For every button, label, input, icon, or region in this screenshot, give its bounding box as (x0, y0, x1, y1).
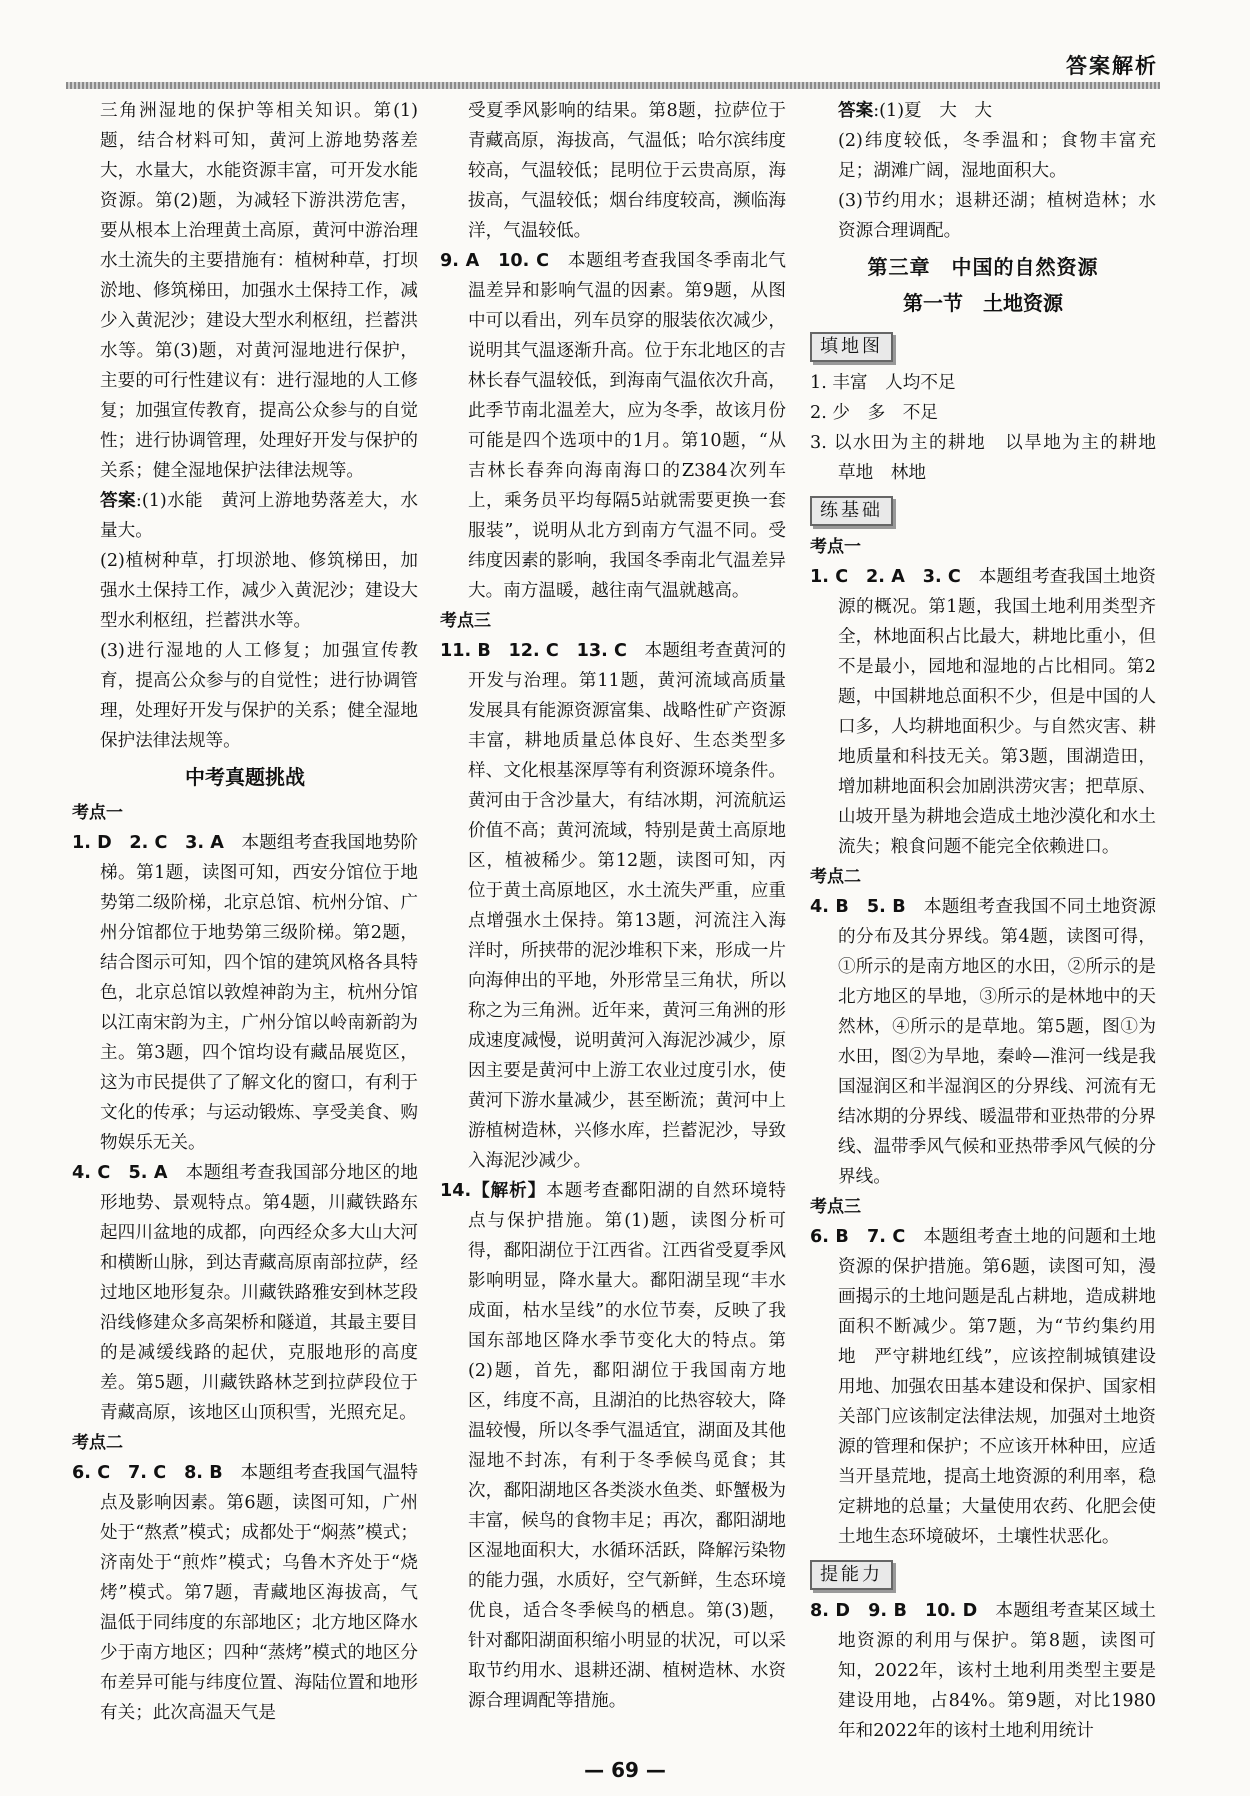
answer-line: (3)进行湿地的人工修复；加强宣传教育，提高公众参与的自觉性；进行协调管理，处理好开发与保护的关系；健全湿地保护法律法规等。 (100, 641, 418, 751)
section-title: 第一节 土地资源 (903, 291, 1063, 315)
answer-item (72, 1158, 418, 1428)
answer-keys: 4. B 5. B (810, 897, 906, 917)
answer-keys: 6. C 7. C 8. B (72, 1463, 223, 1483)
answer-keys: 1. C 2. A 3. C (810, 567, 961, 587)
answer-item (440, 636, 786, 1176)
header-title: 答案解析 (1066, 54, 1158, 78)
answer-item (810, 562, 1156, 862)
answer-line: (3)节约用水；退耕还湖；植树造林；水资源合理调配。 (838, 191, 1156, 241)
answer-item (810, 1222, 1156, 1552)
answer-text: :(1)水能 黄河上游地势落差大，水量大。 (100, 491, 418, 541)
paragraph: 三角洲湿地的保护等相关知识。第(1)题，结合材料可知，黄河上游地势落差大，水量大，水能资源丰富，可开发水能资源。第(2)题，为减轻下游洪涝危害，要从根本上治理黄土高原，黄河中游治理水土流失的主要措施有：植树种草，打坝淤地、修筑梯田，加强水土保持工作，减少入黄泥沙；建设大型水利枢纽，拦蓄洪水等。第(3)题，对黄河湿地进行保护，主要的可行性建议有：进行湿地的人工修复；加强宣传教育，提高公众参与的自觉性；进行协调管理，处理好开发与保护的关系；健全湿地保护法律法规等。 (100, 101, 418, 481)
kaodian-heading: 考点三 (810, 1197, 861, 1217)
answer-keys: 14.【解析】 (440, 1181, 547, 1201)
answer-explanation: 本题组考查黄河的开发与治理。第11题，黄河流域高质量发展具有能源资源富集、战略性矿产资源丰富，耕地质量总体良好、生态类型多样、文化根基深厚等有利资源环境条件。黄河由于含沙量大，有结冰期，河流航运价值不高；黄河流域，特别是黄土高原地区，植被稀少。第12题，读图可知，丙位于黄土高原地区，水土流失严重，应重点增强水土保持。第13题，河流注入海洋时，所挟带的泥沙堆积下来，形成一片向海伸出的平地，外形常呈三角状，所以称之为三角洲。近年来，黄河三角洲的形成速度减慢，说明黄河入海泥沙减少，原因主要是黄河中上游工农业过度引水，使黄河下游水量减少，甚至断流；黄河中上游植树造林，兴修水库，拦蓄泥沙，导致入海泥沙减少。 (468, 641, 786, 1171)
paragraph: 受夏季风影响的结果。第8题，拉萨位于青藏高原，海拔高，气温低；哈尔滨纬度较高，气温较低；昆明位于云贵高原，海拔高，气温较低；烟台纬度较高，濒临海洋，气温较低。 (468, 101, 786, 241)
chapter-title: 第三章 中国的自然资源 (867, 255, 1099, 279)
answer-keys: 1. D 2. C 3. A (72, 833, 224, 853)
answer-explanation: 本题组考查土地的问题和土地资源的保护措施。第6题，读图可知，漫画揭示的土地问题是乱占耕地，造成耕地面积不断减少。第7题，为“节约集约用地 严守耕地红线”，应该控制城镇建设用地、加强农田基本建设和保护、国家相关部门应该制定法律法规，加强对土地资源的管理和保护；不应该开林种田，应适当开垦荒地，提高土地资源的利用率，稳定耕地的总量；大量使用农药、化肥会使土地生态环境破坏，土壤性状恶化。 (838, 1227, 1156, 1547)
answer-item (72, 828, 418, 1158)
answer-item (810, 892, 1156, 1192)
answer-keys: 11. B 12. C 13. C (440, 641, 627, 661)
answer-item (440, 1176, 786, 1716)
kaodian-heading: 考点三 (440, 611, 491, 631)
fill-answer: 3. 以水田为主的耕地 以旱地为主的耕地 草地 林地 (810, 433, 1174, 483)
answer-label: 答案 (100, 491, 136, 511)
answer-label: 答案 (838, 101, 874, 121)
answer-keys: 4. C 5. A (72, 1163, 168, 1183)
answer-explanation: 本题组考查我国部分地区的地形地势、景观特点。第4题，川藏铁路东起四川盆地的成都，向西经众多大山大河和横断山脉，到达青藏高原南部拉萨，经过地区地形复杂。川藏铁路雅安到林芝段沿线修建众多高架桥和隧道，其最主要目的是减缓线路的起伏，克服地形的高度差。第5题，川藏铁路林芝到拉萨段位于青藏高原，该地区山顶积雪，光照充足。 (100, 1163, 418, 1423)
fill-answer: 2. 少 多 不足 (810, 403, 938, 423)
answer-explanation: 本题组考查我国不同土地资源的分布及其分界线。第4题，读图可得，①所示的是南方地区的水田，②所示的是北方地区的旱地，③所示的是林地中的天然林，④所示的是草地。第5题，图①为水田，图②为旱地，秦岭—淮河一线是我国湿润区和半湿润区的分界线、河流有无结冰期的分界线、暖温带和亚热带的分界线、温带季风气候和亚热带季风气候的分界线。 (838, 897, 1156, 1187)
answer-item (440, 246, 786, 606)
tag-basic-practice: 练基础 (810, 496, 893, 526)
answer-explanation: 本题组考查我国土地资源的概况。第1题，我国土地利用类型齐全，林地面积占比最大，耕地比重小，但不是最小，园地和湿地的占比相同。第2题，中国耕地总面积不少，但是中国的人口多，人均耕地面积少。与自然灾害、耕地质量和科技无关。第3题，围湖造田，增加耕地面积会加剧洪涝灾害；把草原、山坡开垦为耕地会造成土地沙漠化和水土流失；粮食问题不能完全依赖进口。 (838, 567, 1156, 857)
answer-text: :(1)夏 大 大 (873, 101, 993, 121)
column-left (72, 96, 418, 1728)
answer-line (810, 96, 1156, 126)
kaodian-heading: 考点二 (72, 1433, 123, 1453)
answer-keys: 6. B 7. C (810, 1227, 906, 1247)
section-title: 中考真题挑战 (185, 765, 305, 789)
answer-explanation: 本题考查鄱阳湖的自然环境特点与保护措施。第(1)题，读图分析可得，鄱阳湖位于江西省。江西省受夏季风影响明显，降水量大。鄱阳湖呈现“丰水成面，枯水呈线”的水位节奏，反映了我国东部地区降水季节变化大的特点。第(2)题，首先，鄱阳湖位于我国南方地区，纬度不高，且湖泊的比热容较大，降温较慢，所以冬季气温适宜，湖面及其他湿地不封冻，有利于冬季候鸟觅食；其次，鄱阳湖地区各类淡水鱼类、虾蟹极为丰富，候鸟的食物丰足；再次，鄱阳湖地区湿地面积大，水循环活跃，降解污染物的能力强，水质好，空气新鲜，生态环境优良，适合冬季候鸟的栖息。第(3)题，针对鄱阳湖面积缩小明显的状况，可以采取节约用水、退耕还湖、植树造林、水资源合理调配等措施。 (468, 1181, 786, 1711)
fill-answer: 1. 丰富 人均不足 (810, 373, 956, 393)
answer-explanation: 本题组考查我国冬季南北气温差异和影响气温的因素。第9题，从图中可以看出，列车员穿的服装依次减少，说明其气温逐渐升高。位于东北地区的吉林长春气温较低，到海南气温依次升高，此季节南北温差大，应为冬季，故该月份可能是四个选项中的1月。第10题，“从吉林长春奔向海南海口的Z384次列车上，乘务员平均每隔5站就需要更换一套服装”，说明从北方到南方气温不同。受纬度因素的影响，我国冬季南北气温差异大。南方温暖，越往南气温就越高。 (468, 251, 786, 601)
answer-line: (2)纬度较低，冬季温和；食物丰富充足；湖滩广阔，湿地面积大。 (838, 131, 1156, 181)
answer-explanation: 本题组考查某区域土地资源的利用与保护。第8题，读图可知，2022年，该村土地利用类型主要是建设用地，占84%。第9题，对比1980年和2022年的该村土地利用统计 (838, 1601, 1156, 1741)
kaodian-heading: 考点一 (72, 803, 123, 823)
answer-line (72, 486, 418, 546)
answer-keys: 9. A 10. C (440, 251, 550, 271)
tag-fill-map: 填地图 (810, 332, 893, 362)
kaodian-heading: 考点二 (810, 867, 861, 887)
header-rule (66, 82, 1160, 89)
answer-explanation: 本题组考查我国地势阶梯。第1题，读图可知，西安分馆位于地势第二级阶梯，北京总馆、杭州分馆、广州分馆都位于地势第三级阶梯。第2题，结合图示可知，四个馆的建筑风格各具特色，北京总馆以敦煌神韵为主，杭州分馆以江南宋韵为主，广州分馆以岭南新韵为主。第3题，四个馆均设有藏品展览区，这为市民提供了了解文化的窗口，有利于文化的传承；与运动锻炼、享受美食、购物娱乐无关。 (100, 833, 418, 1153)
tag-improve-ability: 提能力 (810, 1560, 893, 1590)
column-middle (440, 96, 786, 1716)
answer-explanation: 本题组考查我国气温特点及影响因素。第6题，读图可知，广州处于“熬煮”模式；成都处于“焖蒸”模式；济南处于“煎炸”模式；乌鲁木齐处于“烧烤”模式。第7题，青藏地区海拔高，气温低于同纬度的东部地区；北方地区降水少于南方地区；四种“蒸烤”模式的地区分布差异可能与纬度位置、海陆位置和地形有关；此次高温天气是 (100, 1463, 418, 1723)
answer-keys: 8. D 9. B 10. D (810, 1601, 978, 1621)
page-number: — 69 — (584, 1758, 666, 1782)
column-right (810, 96, 1174, 1746)
answer-item (72, 1458, 418, 1728)
answer-item (810, 1596, 1156, 1746)
answer-line: (2)植树种草，打坝淤地、修筑梯田，加强水土保持工作，减少入黄泥沙；建设大型水利枢纽，拦蓄洪水等。 (100, 551, 418, 631)
kaodian-heading: 考点一 (810, 537, 861, 557)
